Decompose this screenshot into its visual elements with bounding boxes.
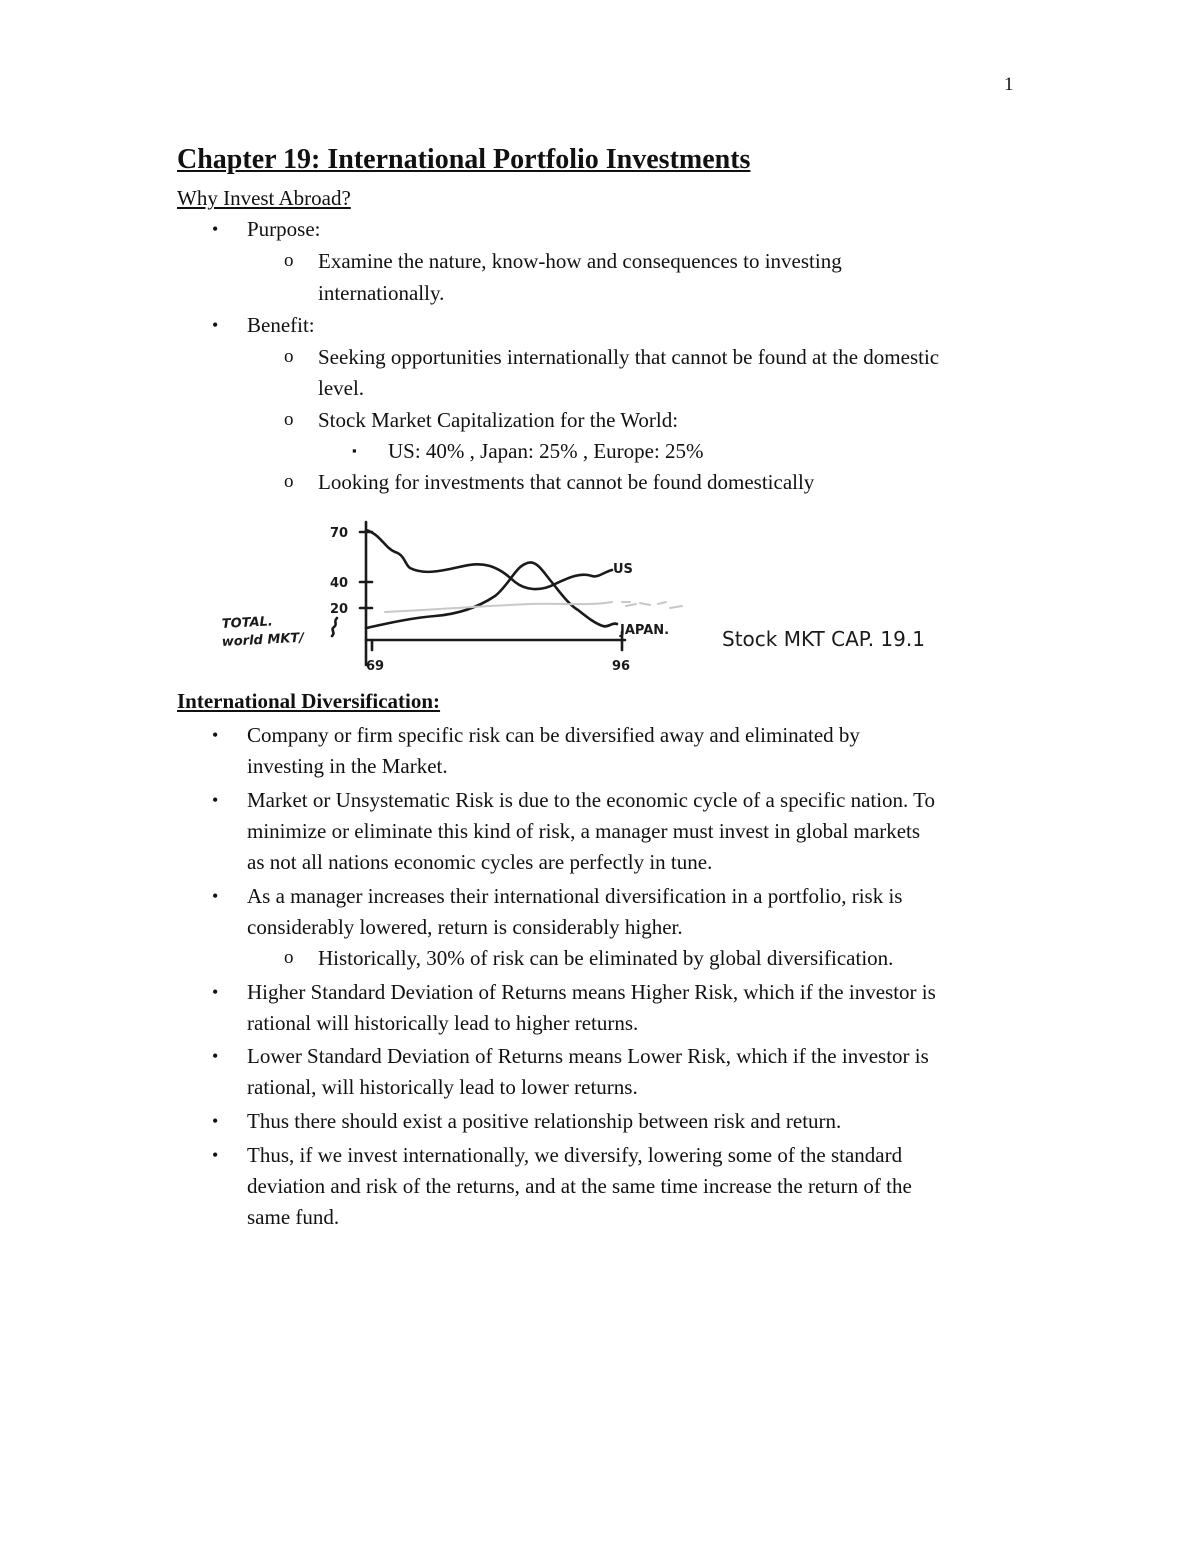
benefit-item-1-line-2: level. [318,376,365,400]
benefit-item-3: Looking for investments that cannot be found domestically [318,470,815,494]
diversification-bullet-2-line-3: as not all nations economic cycles are perfectly in tune. [247,850,713,874]
purpose-item-line-2: internationally. [318,281,445,305]
section-heading-international-diversification: International Diversification: [177,689,441,713]
diversification-bullet-7-line-1: Thus, if we invest internationally, we diversify, lowering some of the standard [247,1143,903,1167]
diversification-bullet-6: Thus there should exist a positive relationship between risk and return. [247,1109,842,1133]
y-tick-label-40: 40 [330,576,349,591]
sketch-caption: Stock MKT CAP. 19.1 [722,627,925,651]
benefit-item-2: Stock Market Capitalization for the World: [318,408,679,432]
bullet-marker: • [212,1111,219,1131]
y-tick-label-70: 70 [330,526,349,541]
purpose-item-line-1: Examine the nature, know-how and consequences to investing [318,249,842,273]
us-series-label: US [613,562,633,577]
bullet-marker: • [212,315,219,335]
diversification-bullet-3-sub: Historically, 30% of risk can be eliminated by global diversification. [318,946,894,970]
purpose-label: Purpose: [247,217,321,241]
sub-bullet-marker: o [284,409,294,430]
y-side-label-line-1: TOTAL. [221,614,274,632]
diversification-bullet-5-line-1: Lower Standard Deviation of Returns means Lower Risk, which if the investor is [247,1044,929,1068]
diversification-bullet-2-line-1: Market or Unsystematic Risk is due to the economic cycle of a specific nation. To [247,788,936,812]
sub-sub-bullet-marker: ▪ [352,443,357,458]
bracket-scribble [332,618,337,636]
bullet-marker: • [212,1046,219,1066]
page-title: Chapter 19: International Portfolio Investments [177,144,751,175]
page-number: 1 [1004,74,1014,95]
bullet-marker: • [212,219,219,239]
diversification-bullet-3-line-1: As a manager increases their international diversification in a portfolio, risk is [247,884,903,908]
diversification-bullet-4-line-1: Higher Standard Deviation of Returns means Higher Risk, which if the investor is [247,980,936,1004]
benefit-item-1-line-1: Seeking opportunities internationally that cannot be found at the domestic [318,345,940,369]
market-cap-shares: US: 40% , Japan: 25% , Europe: 25% [388,439,704,463]
section-heading-why-invest-abroad: Why Invest Abroad? [177,186,351,210]
diversification-bullet-5-line-2: rational, will historically lead to lower returns. [247,1075,638,1099]
faint-label-scribble [622,602,682,608]
sub-bullet-marker: o [284,947,294,968]
diversification-bullet-7-line-2: deviation and risk of the returns, and at the same time increase the return of the [247,1174,912,1198]
x-tick-label-end: 96 [612,659,631,674]
sub-bullet-marker: o [284,346,294,367]
japan-series-label: JAPAN. [620,623,670,638]
y-side-label-line-2: world MKT/ [221,630,305,650]
sub-bullet-marker: o [284,471,294,492]
bullet-marker: • [212,886,219,906]
japan-share-curve [366,562,617,628]
sub-bullet-marker: o [284,250,294,271]
diversification-bullet-4-line-2: rational will historically lead to higher returns. [247,1011,639,1035]
bullet-marker: • [212,1145,219,1165]
bullet-marker: • [212,982,219,1002]
x-tick-label-start: 69 [366,659,385,674]
bullet-marker: • [212,790,219,810]
diversification-bullet-1-line-2: investing in the Market. [247,754,448,778]
us-share-curve [366,530,612,589]
diversification-bullet-3-line-2: considerably lowered, return is considerably higher. [247,915,683,939]
diversification-bullet-1-line-1: Company or firm specific risk can be diversified away and eliminated by [247,723,860,747]
y-tick-label-20: 20 [330,602,349,617]
diversification-bullet-2-line-2: minimize or eliminate this kind of risk, a manager must invest in global markets [247,819,921,843]
benefit-label: Benefit: [247,313,315,337]
bullet-marker: • [212,725,219,745]
hand-drawn-market-cap-sketch [210,510,990,685]
diversification-bullet-7-line-3: same fund. [247,1205,340,1229]
